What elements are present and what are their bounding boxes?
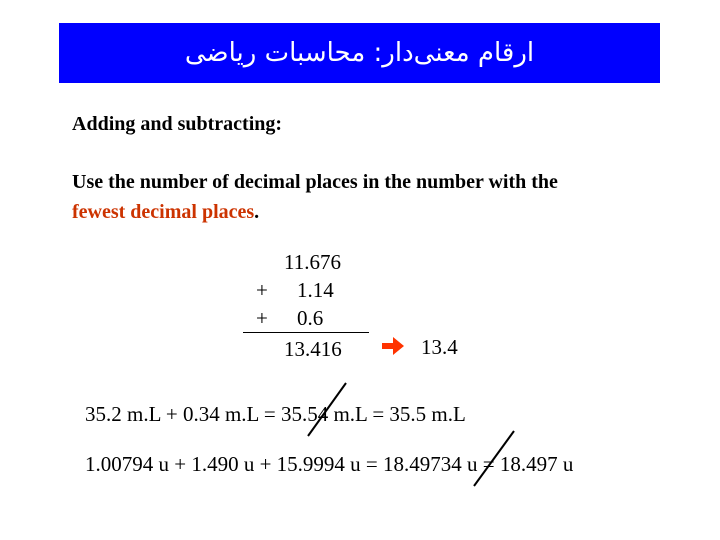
plus-sign-2: + [256, 306, 268, 330]
example-2: 1.00794 u + 1.490 u + 15.9994 u = 18.49734 u = 18.497 u [85, 452, 574, 476]
rule-highlight: fewest decimal places [72, 201, 255, 223]
addend-3: 0.6 [297, 306, 324, 330]
strike-mark-1 [300, 380, 350, 440]
sum-line [243, 332, 369, 333]
sum-value: 13.416 [284, 337, 342, 361]
section-heading: Adding and subtracting: [72, 113, 283, 135]
title-banner [59, 23, 660, 83]
example-1: 35.2 m.L + 0.34 m.L = 35.54 m.L = 35.5 m.L [85, 402, 466, 426]
rule-text-line2 [72, 201, 259, 224]
rounded-result: 13.4 [421, 335, 458, 359]
right-arrow-icon [382, 337, 404, 355]
plus-sign-1: + [256, 278, 268, 302]
strike-mark-2 [466, 428, 518, 490]
addend-1: 11.676 [284, 250, 341, 274]
slide-title: ارقام معنی‌دار: محاسبات ریاضی [184, 38, 535, 68]
rule-text-line1: Use the number of decimal places in the number with the [72, 171, 558, 193]
rule-period: . [254, 201, 260, 223]
addend-2: 1.14 [297, 278, 334, 302]
